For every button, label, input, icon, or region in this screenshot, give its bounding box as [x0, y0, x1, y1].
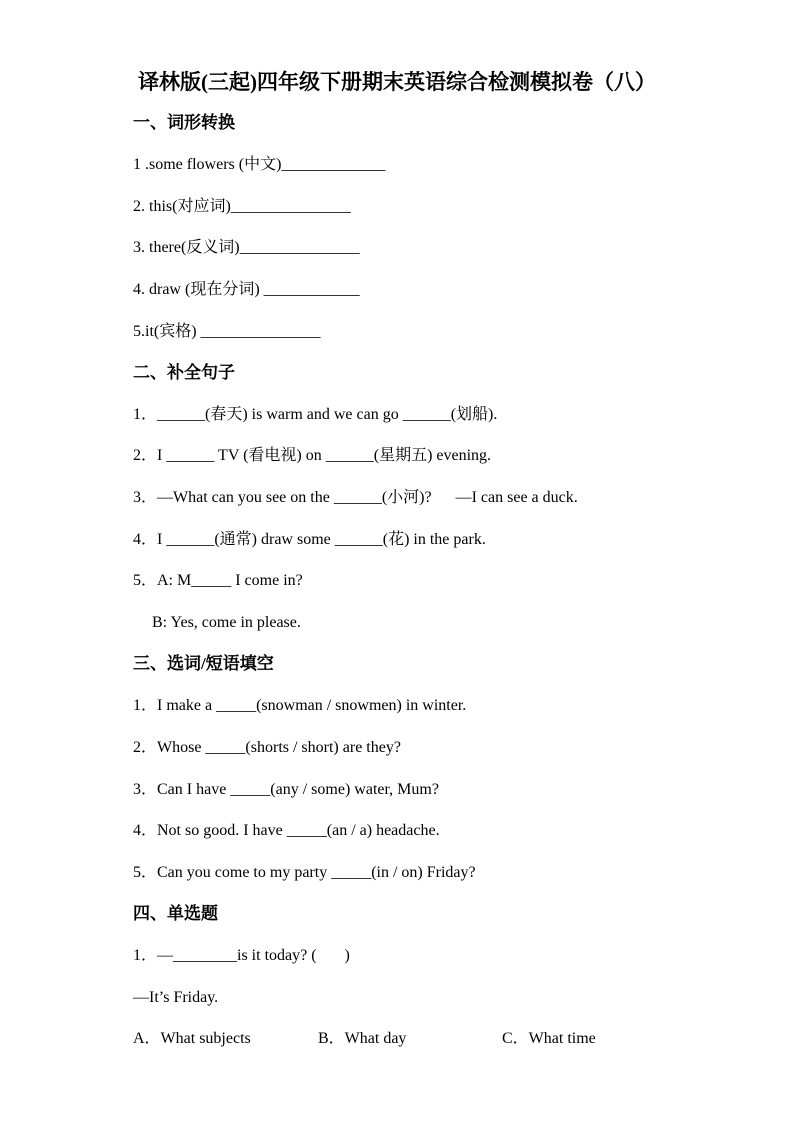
question-line: 2．Whose _____(shorts / short) are they? [133, 739, 401, 756]
question-line: 5．A: M_____ I come in? [133, 572, 303, 589]
page-title: 译林版(三起)四年级下册期末英语综合检测模拟卷（八） [138, 70, 656, 94]
section-heading-word-forms: 一、词形转换 [133, 113, 235, 132]
question-line: 4．Not so good. I have _____(an / a) headache. [133, 822, 440, 839]
question-line: B: Yes, come in please. [152, 614, 301, 631]
question-line: 3．Can I have _____(any / some) water, Mum? [133, 781, 439, 798]
answer-line: —It’s Friday. [133, 989, 219, 1006]
option-c: C．What time [502, 1030, 596, 1047]
option-a: A．What subjects [133, 1030, 251, 1047]
question-line: 2．I ______ TV (看电视) on ______(星期五) evening. [133, 447, 492, 464]
question-line: 4. draw (现在分词) ____________ [133, 281, 360, 298]
question-line: 1 .some flowers (中文)_____________ [133, 156, 386, 173]
question-line: 3．—What can you see on the ______(小河)? —I can see a duck. [133, 489, 578, 506]
question-line: 1．I make a _____(snowman / snowmen) in winter. [133, 697, 467, 714]
section-heading-multiple-choice: 四、单选题 [133, 904, 218, 923]
question-line: 1．______(春天) is warm and we can go ______(划船). [133, 406, 498, 423]
question-line: 5.it(宾格) _______________ [133, 323, 321, 340]
question-line: 3. there(反义词)_______________ [133, 239, 360, 256]
question-line: 4．I ______(通常) draw some ______(花) in the park. [133, 531, 486, 548]
question-line: 2. this(对应词)_______________ [133, 198, 351, 215]
question-line: 5．Can you come to my party _____(in / on) Friday? [133, 864, 476, 881]
option-b: B．What day [318, 1030, 407, 1047]
section-heading-complete-sentences: 二、补全句子 [133, 363, 235, 382]
section-heading-fill-in-words: 三、选词/短语填空 [133, 654, 274, 673]
question-line: 1．—________is it today? ( ) [133, 947, 350, 964]
